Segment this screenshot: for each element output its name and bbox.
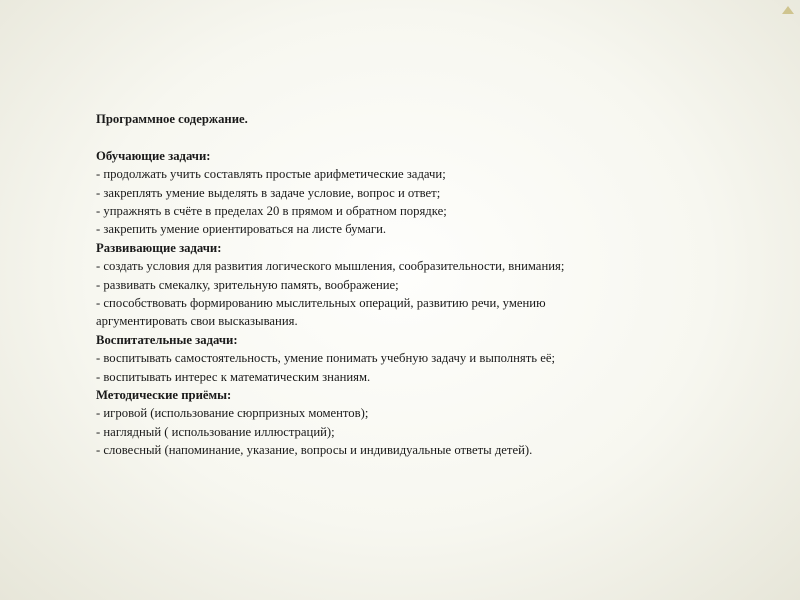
list-item: аргументировать свои высказывания. [96, 314, 298, 329]
list-item: - воспитывать интерес к математическим знаниям. [96, 369, 371, 384]
list-item: - закреплять умение выделять в задаче условие, вопрос и ответ; [96, 185, 441, 200]
slide-text-body [96, 110, 736, 460]
corner-triangle-icon [782, 6, 794, 14]
document-title: Программное содержание. [96, 112, 248, 126]
list-item: - развивать смекалку, зрительную память, воображение; [96, 277, 399, 292]
section-heading: Воспитательные задачи: [96, 332, 238, 347]
section-heading: Развивающие задачи: [96, 240, 222, 255]
list-item: - способствовать формированию мыслительных операций, развитию речи, умению [96, 296, 546, 311]
list-item: - игровой (использование сюрпризных моментов); [96, 406, 369, 421]
list-item: - закрепить умение ориентироваться на листе бумаги. [96, 222, 387, 237]
section-teaching-tasks [96, 147, 736, 239]
section-heading: Обучающие задачи: [96, 148, 211, 163]
spacer [96, 128, 736, 146]
list-item: - воспитывать самостоятельность, умение понимать учебную задачу и выполнять её; [96, 351, 556, 366]
list-item: - наглядный ( использование иллюстраций); [96, 424, 335, 439]
section-heading: Методические приёмы: [96, 388, 232, 403]
list-item: - упражнять в счёте в пределах 20 в прямом и обратном порядке; [96, 204, 447, 219]
list-item: - словесный (напоминание, указание, вопросы и индивидуальные ответы детей). [96, 443, 533, 458]
section-developing-tasks [96, 239, 736, 331]
list-item: - создать условия для развития логического мышления, сообразительности, внимания; [96, 259, 565, 274]
section-methodical-techniques [96, 386, 736, 460]
section-educational-tasks [96, 331, 736, 386]
list-item: - продолжать учить составлять простые арифметические задачи; [96, 167, 446, 182]
